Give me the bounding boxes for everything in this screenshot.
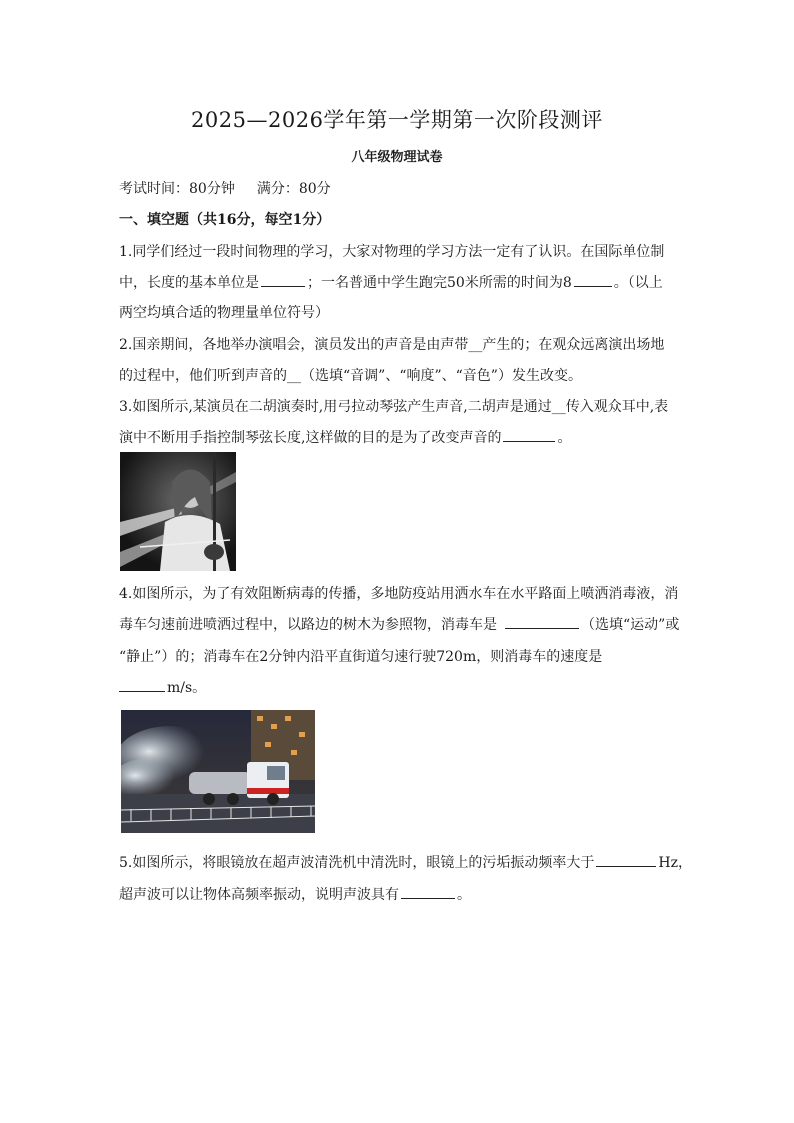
truck-photo-illustration <box>121 710 315 833</box>
page-subtitle: 八年级物理试卷 <box>351 150 443 165</box>
q5-text-c: 超声波可以让物体高频率振动，说明声波具有 <box>119 887 399 903</box>
erhu-photo-illustration <box>120 452 236 571</box>
q4-text-b: （选填“运动”或 <box>581 617 680 633</box>
q3-line2 <box>119 427 571 447</box>
q4-line2 <box>119 614 679 634</box>
q3-text-b: 。 <box>557 430 572 446</box>
q4-text-unit: m/s。 <box>167 680 207 696</box>
q1-line2 <box>119 272 663 292</box>
q5-text-d: 。 <box>457 887 471 903</box>
q4-line4 <box>119 677 206 697</box>
q4-blank-2 <box>119 677 165 692</box>
q1-blank-1 <box>261 272 305 287</box>
q4-line3: “静止”）的；消毒车在2分钟内沿平直街道匀速行驶720m，则消毒车的速度是 <box>119 649 603 665</box>
erhu-performer-photo <box>120 452 236 571</box>
q5-line2 <box>119 884 471 904</box>
exam-time: 考试时间：80分钟 <box>119 181 235 197</box>
q5-line1 <box>119 852 692 872</box>
q3-line1: 3.如图所示,某演员在二胡演奏时,用弓拉动琴弦产生声音,二胡声是通过__传入观众耳中,表 <box>119 399 669 415</box>
q1-line1: 1.同学们经过一段时间物理的学习，大家对物理的学习方法一定有了认识。在国际单位制 <box>119 244 665 260</box>
q5-blank-2 <box>401 884 455 899</box>
q3-text-a: 演中不断用手指控制琴弦长度,这样做的目的是为了改变声音的 <box>119 430 502 446</box>
page-title: 2025—2026学年第一学期第一次阶段测评 <box>191 108 603 132</box>
exam-info <box>119 178 331 198</box>
q5-text-b: Hz， <box>658 855 692 871</box>
q5-text-a: 5.如图所示，将眼镜放在超声波清洗机中清洗时，眼镜上的污垢振动频率大于 <box>119 855 595 871</box>
q1-line3: 两空均填合适的物理量单位符号） <box>119 305 329 321</box>
q3-blank <box>503 427 555 442</box>
disinfection-truck-photo <box>121 710 315 833</box>
q1-text-c: 。（以上 <box>613 275 663 291</box>
q4-text-a: 毒车匀速前进喷洒过程中，以路边的树木为参照物，消毒车是 <box>119 617 497 633</box>
q1-text-b: ；一名普通中学生跑完50米所需的时间为8 <box>307 275 572 291</box>
q2-line2: 的过程中，他们听到声音的__（选填“音调”、“响度”、“音色”）发生改变。 <box>119 368 582 384</box>
q4-line1: 4.如图所示，为了有效阻断病毒的传播，多地防疫站用洒水车在水平路面上喷洒消毒液，消 <box>119 586 679 602</box>
exam-score: 满分：80分 <box>256 181 331 197</box>
q5-blank-1 <box>596 852 656 867</box>
q4-blank-1 <box>505 614 579 629</box>
q1-blank-2 <box>574 272 612 287</box>
section-heading: 一、填空题（共16分，每空1分） <box>119 212 331 228</box>
q2-line1: 2.国亲期间，各地举办演唱会，演员发出的声音是由声带__产生的；在观众远离演出场地 <box>119 337 665 353</box>
q1-text-a: 中，长度的基本单位是 <box>119 275 259 291</box>
